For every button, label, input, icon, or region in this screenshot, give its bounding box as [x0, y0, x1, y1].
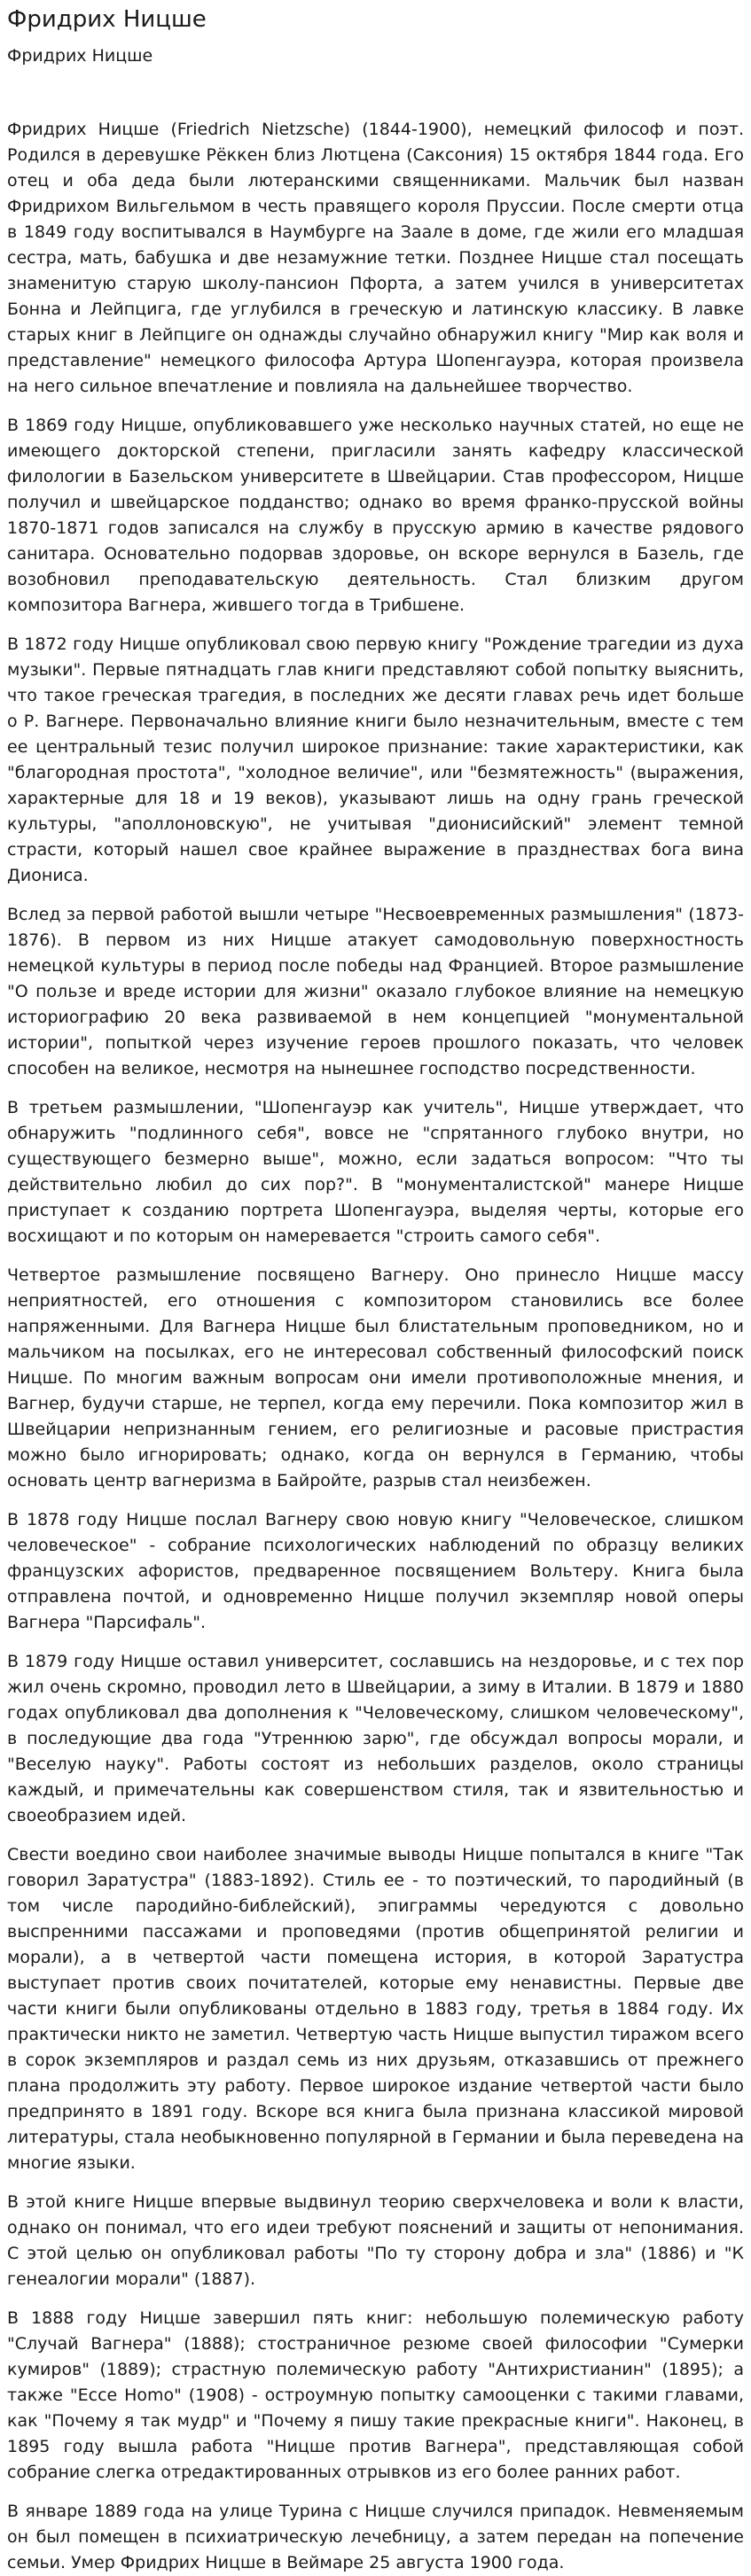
page-subtitle: Фридрих Ницше	[7, 46, 153, 66]
paragraph-3: В 1872 году Ницше опубликовал свою первую книгу "Рождение трагедии из духа музыки". Первые пятнадцать глав книги представляют собой попытку выяснить, что такое греческая трагедия, в последних же десяти главах речь идет больше о Р. Вагнере. Первоначально влияние книги было незначительным, вместе с тем ее центральный тезис получил широкое признание: такие характеристики, как "благородная простота", "холодное величие", или "безмятежность" (выражения, характерные для 18 и 19 веков), указывают лишь на одну грань греческой культуры, "аполлоновскую", не учитывая "дионисийский" элемент темной страсти, который нашел свое крайнее выражение в празднествах бога вина Диониса.	[7, 634, 744, 885]
paragraph-12: В январе 1889 года на улице Турина с Ницше случился припадок. Невменяемым он был помещен в психиатрическую лечебницу, а затем передан на попечение семьи. Умер Фридрих Ницше в Веймаре 25 августа 1900 года.	[7, 2502, 744, 2572]
page-title: Фридрих Ницше	[7, 6, 207, 33]
paragraph-2: В 1869 году Ницше, опубликовавшего уже несколько научных статей, но еще не имеющего докторской степени, пригласили занять кафедру классической филологии в Базельском университете в Швейцарии. Став профессором, Ницше получил и швейцарское подданство; однако во время франко-прусской войны 1870-1871 годов записался на службу в прусскую армию в качестве рядового санитара. Основательно подорвав здоровье, он вскоре вернулся в Базель, где возобновил преподавательскую деятельность. Стал близким другом композитора Вагнера, жившего тогда в Трибшене.	[7, 416, 744, 615]
paragraph-9: Свести воедино свои наиболее значимые выводы Ницше попытался в книге "Так говорил Заратустра" (1883-1892). Стиль ее - то поэтический, то пародийный (в том числе пародийно-библейский), эпиграммы чередуются с довольно выспренними пассажами и проповедями (против общепринятой религии и морали), а в четвертой части помещена история, в которой Заратустра выступает против своих почитателей, которые ему ненавистны. Первые две части книги были опубликованы отдельно в 1883 году, третья в 1884 году. Их практически никто не заметил. Четвертую часть Ницше выпустил тиражом всего в сорок экземпляров и раздал семь из них друзьям, отказавшись от прежнего плана продолжить эту работу. Первое широкое издание четвертой части было предпринято в 1891 году. Вскоре вся книга была признана классикой мировой литературы, стала необыкновенно популярной в Германии и была переведена на многие языки.	[7, 1845, 744, 2173]
paragraph-8: В 1879 году Ницше оставил университет, сославшись на нездоровье, и с тех пор жил очень скромно, проводил лето в Швейцарии, а зиму в Италии. В 1879 и 1880 годах опубликовал два дополнения к "Человеческому, слишком человеческому", в последующие два года "Утреннюю зарю", где обсуждал вопросы морали, и "Веселую науку". Работы состоят из небольших разделов, около страницы каждый, и примечательны как совершенством стиля, так и язвительностью и своеобразием идей.	[7, 1652, 744, 1825]
paragraph-7: В 1878 году Ницше послал Вагнеру свою новую книгу "Человеческое, слишком человеческое" - собрание психологических наблюдений по образцу великих французских афористов, предваренное посвящением Вольтеру. Книга была отправлена почтой, и одновременно Ницше получил экземпляр новой оперы Вагнера "Парсифаль".	[7, 1510, 744, 1632]
paragraph-10: В этой книге Ницше впервые выдвинул теорию сверхчеловека и воли к власти, однако он понимал, что его идеи требуют пояснений и защиты от непонимания. С этой целью он опубликовал работы "По ту сторону добра и зла" (1886) и "К генеалогии морали" (1887).	[7, 2192, 744, 2289]
paragraph-1: Фридрих Ницше (Friedrich Nietzsche) (1844-1900), немецкий философ и поэт. Родился в деревушке Рёккен близ Лютцена (Саксония) 15 октября 1844 года. Его отец и оба деда были лютеранскими священниками. Мальчик был назван Фридрихом Вильгельмом в честь правящего короля Пруссии. После смерти отца в 1849 году воспитывался в Наумбурге на Заале в доме, где жили его младшая сестра, мать, бабушка и две незамужние тетки. Позднее Ницше стал посещать знаменитую старую школу-пансион Пфорта, а затем учился в университетах Бонна и Лейпцига, где углубился в греческую и латинскую классику. В лавке старых книг в Лейпциге он однажды случайно обнаружил книгу "Мир как воля и представление" немецкого философа Артура Шопенгауэра, которая произвела на него сильное впечатление и повлияла на дальнейшее творчество.	[7, 120, 744, 396]
paragraph-6: Четвертое размышление посвящено Вагнеру. Оно принесло Ницше массу неприятностей, его отношения с композитором становились все более напряженными. Для Вагнера Ницше был блистательным проповедником, но и мальчиком на посылках, его не интересовал собственный философский поиск Ницше. По многим важным вопросам они имели противоположные мнения, и Вагнер, будучи старше, не терпел, когда ему перечили. Пока композитор жил в Швейцарии непризнанным гением, его религиозные и расовые пристрастия можно было игнорировать; однако, когда он вернулся в Германию, чтобы основать центр вагнеризма в Байройте, разрыв стал неизбежен.	[7, 1265, 744, 1490]
paragraph-5: В третьем размышлении, "Шопенгауэр как учитель", Ницше утверждает, что обнаружить "подлинного себя", вовсе не "спрятанного глубоко внутри, но существующего безмерно выше", можно, если задаться вопросом: "Что ты действительно любил до сих пор?". В "монументалистской" манере Ницше приступает к созданию портрета Шопенгауэра, выделяя черты, которые его восхищают и по которым он намеревается "строить самого себя".	[7, 1098, 744, 1246]
paragraph-11: В 1888 году Ницше завершил пять книг: небольшую полемическую работу "Случай Вагнера" (1888); стостраничное резюме своей философии "Сумерки кумиров" (1889); страстную полемическую работу "Антихристианин" (1895); а также "Ecce Homo" (1908) - остроумную попытку самооценки с такими главами, как "Почему я так мудр" и "Почему я пишу такие прекрасные книги". Наконец, в 1895 году вышла работа "Ницше против Вагнера", представляющая собой собрание слегка отредактированных отрывков из его более ранних работ.	[7, 2308, 744, 2482]
article-body	[7, 117, 744, 2576]
paragraph-4: Вслед за первой работой вышли четыре "Несвоевременных размышления" (1873-1876). В первом из них Ницше атакует самодовольную поверхностность немецкой культуры в период после победы над Францией. Второе размышление "О пользе и вреде истории для жизни" оказало глубокое влияние на немецкую историографию 20 века развиваемой в нем концепцией "монументальной истории", попыткой через изучение героев прошлого показать, что человек способен на великое, несмотря на нынешнее господство посредственности.	[7, 905, 744, 1078]
